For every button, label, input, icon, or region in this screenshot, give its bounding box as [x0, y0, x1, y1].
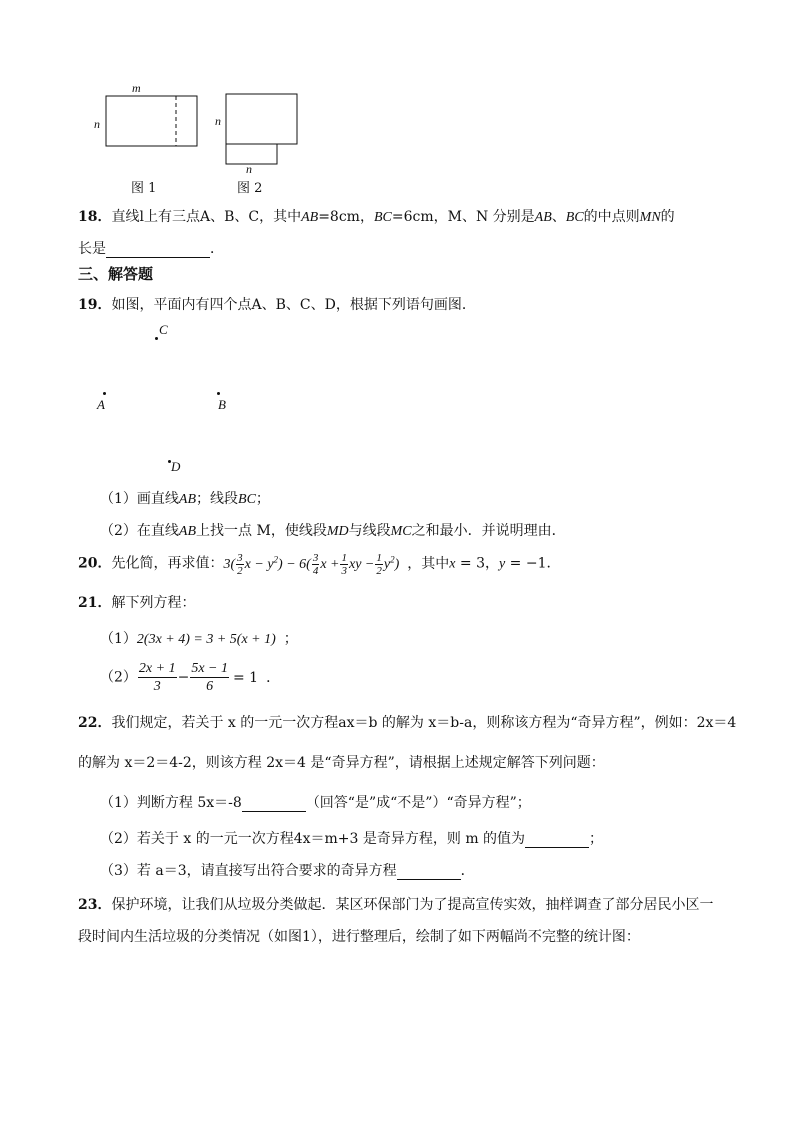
- q22-p1-blank[interactable]: [242, 795, 306, 812]
- q19-part2: [100, 520, 566, 540]
- q21-p2-frac1: [138, 660, 177, 695]
- q22-p2-text-b: ；: [589, 831, 604, 847]
- q22-line1: [78, 712, 736, 732]
- q20-frac2-num: 3: [312, 552, 319, 564]
- q19-p1-bc: BC: [238, 492, 256, 507]
- q22-number: 22．: [78, 715, 112, 731]
- q20-frac1-den: 2: [237, 565, 243, 577]
- q20-x-value: = 3: [455, 555, 486, 572]
- q21-p1-end: ；: [283, 631, 298, 647]
- q22-p2-blank[interactable]: [525, 831, 589, 848]
- fig1-rectangle: [106, 96, 197, 146]
- q22-text-line2: 的解为 x＝2＝4-2，则该方程 2x＝4 是“奇异方程”，请根据上述规定解答下列问题：: [78, 755, 605, 771]
- q20-text: 先化简，再求值：: [111, 555, 224, 572]
- point-b-dot: [217, 392, 220, 395]
- q23-line2: [78, 926, 640, 946]
- q18-bc: BC: [373, 210, 392, 225]
- q18-eq2: =6cm: [391, 209, 434, 225]
- q21-part1: [100, 628, 298, 648]
- q18-answer-blank[interactable]: [106, 241, 210, 258]
- fig2-rectangle: [226, 94, 297, 144]
- q20-text-c: ，: [485, 555, 500, 572]
- q18-text-c: 、: [551, 209, 566, 225]
- q21-p2-rhs: = 1: [233, 669, 259, 686]
- q23-number: 23．: [78, 897, 112, 913]
- q21-p2-frac1-num: 2x + 1: [138, 661, 176, 676]
- q21-p2-label: （2）: [100, 669, 137, 686]
- q19-p2-md: MD: [326, 524, 349, 539]
- q20-frac4-den: 2: [376, 565, 382, 577]
- q18-eq1: =8cm: [318, 209, 360, 225]
- q19-part1: [100, 488, 270, 508]
- q22-part3: [100, 860, 475, 880]
- q20-y: y: [499, 556, 506, 572]
- point-c-label: C: [159, 322, 168, 337]
- q21-p2-end: ．: [266, 669, 281, 686]
- q23-text-line2: 段时间内生活垃圾的分类情况（如图1），进行整理后，绘制了如下两幅尚不完整的统计图：: [78, 929, 640, 945]
- fig2-label-n-left: n: [215, 114, 221, 128]
- q20-e1: 3(: [223, 556, 236, 572]
- q20-frac2: [312, 552, 320, 577]
- fig2-caption: 图 2: [237, 181, 263, 196]
- q22-part2: [100, 828, 603, 848]
- q18-text-b: ，M、N 分别是: [433, 209, 535, 225]
- q19-p1-ab: AB: [178, 492, 197, 507]
- q19-p2-text-b: 上找一点 M，使线段: [196, 523, 327, 539]
- q19-p2-text-d: 之和最小．并说明理由．: [411, 523, 566, 539]
- q23-text-line1: 保护环境，让我们从垃圾分类做起．某区环保部门为了提高宣传实效，抽样调查了部分居民小区一: [111, 897, 714, 913]
- q20-frac3-den: 3: [341, 565, 347, 577]
- q20-e2: x − y: [244, 556, 274, 572]
- q18-ab2: AB: [534, 210, 552, 225]
- point-b-label: B: [218, 397, 226, 412]
- q20-e4: x +: [320, 556, 340, 572]
- q19-p2-mc: MC: [390, 524, 412, 539]
- q20-e3: ) − 6(: [278, 556, 311, 572]
- fig1-caption: 图 1: [131, 181, 157, 196]
- q21-p2-minus: −: [177, 669, 190, 686]
- q20-e6: y: [383, 556, 391, 572]
- q21-p1-equation: 2(3x + 4) = 3 + 5(x + 1): [136, 632, 276, 647]
- q20-text-b: ，其中: [407, 555, 450, 572]
- fig2-small-rectangle: [226, 144, 277, 164]
- q22-text-line1: 我们规定，若关于 x 的一元一次方程ax＝b 的解为 x＝b-a，则称该方程为“奇异方程”，例如：2x＝4: [111, 715, 737, 731]
- q20-e5: xy −: [348, 556, 375, 572]
- q20-y-value: = −1: [505, 555, 547, 572]
- q18-text-e: 的: [660, 209, 675, 225]
- q22-p3-blank[interactable]: [397, 863, 461, 880]
- q19-p1-text-a: （1）画直线: [100, 491, 179, 507]
- q21-number: 21．: [78, 595, 112, 611]
- q21-line1: [78, 592, 195, 612]
- q18-sep: ，: [359, 209, 374, 225]
- q19-p2-text-c: 与线段: [348, 523, 391, 539]
- fig1-label-m: m: [132, 81, 141, 95]
- q18-number: 18．: [78, 209, 112, 225]
- q19-number: 19．: [78, 297, 112, 313]
- q22-p1-text-b: （回答“是”成“不是”）“奇异方程”；: [305, 795, 531, 811]
- q20-number: 20．: [78, 555, 112, 572]
- point-d-label: D: [171, 459, 181, 474]
- q18-text-g: ．: [210, 241, 224, 257]
- section3-title: 三、解答题: [78, 265, 154, 283]
- q20-frac4: [375, 552, 383, 577]
- q19-line1: [78, 294, 476, 314]
- q20-text-d: ．: [546, 555, 561, 572]
- q18-text-d: 的中点则: [583, 209, 640, 225]
- q21-text: 解下列方程：: [111, 595, 196, 611]
- q22-part1: [100, 792, 531, 812]
- figures-diagram: [0, 0, 794, 200]
- q21-p2-frac2-den: 6: [206, 679, 214, 694]
- q23-line1: [78, 894, 713, 914]
- q22-p3-text-b: ．: [460, 863, 475, 879]
- q21-p2-frac1-den: 3: [153, 679, 161, 694]
- q20-line: [78, 552, 561, 577]
- point-a-label: A: [97, 397, 105, 412]
- q20-frac4-num: 1: [376, 552, 382, 564]
- q18-line2: [78, 238, 224, 258]
- q22-line2: [78, 752, 605, 772]
- q22-p3-text-a: （3）若 a＝3，请直接写出符合要求的奇异方程: [100, 863, 397, 879]
- q18-mn: MN: [639, 210, 661, 225]
- q22-p2-text-a: （2）若关于 x 的一元一次方程4x＝m+3 是奇异方程，则 m 的值为: [100, 831, 526, 847]
- q19-text: 如图，平面内有四个点A、B、C、D，根据下列语句画图．: [111, 297, 476, 313]
- q18-ab: AB: [301, 210, 319, 225]
- q20-frac2-den: 4: [312, 565, 319, 577]
- q18-text-a: 直线l上有三点A、B、C，其中: [111, 209, 302, 225]
- q20-x: x: [449, 556, 456, 572]
- q20-frac1-num: 3: [237, 552, 243, 564]
- fig1-label-n: n: [94, 117, 100, 131]
- q19-p1-text-b: ；线段: [196, 491, 239, 507]
- fig2-label-n-bottom: n: [246, 162, 252, 176]
- point-a-dot: [103, 392, 106, 395]
- q20-e7: ): [394, 556, 400, 572]
- q18-line1: [78, 206, 675, 226]
- q20-frac3: [340, 552, 348, 577]
- q21-part2: [100, 660, 280, 695]
- q21-p2-frac2-num: 5x − 1: [191, 661, 228, 676]
- q18-text-f: 长是: [78, 241, 106, 257]
- q19-p2-text-a: （2）在直线: [100, 523, 179, 539]
- q18-bc2: BC: [565, 210, 584, 225]
- q20-e2-sup: 2: [273, 554, 279, 565]
- point-c-dot: [155, 337, 158, 340]
- q19-p1-text-c: ；: [255, 491, 270, 507]
- q21-p2-frac2: [190, 660, 229, 695]
- q20-frac3-num: 1: [341, 552, 347, 564]
- q22-p1-text-a: （1）判断方程 5x＝-8: [100, 795, 242, 811]
- q20-expression: [223, 552, 400, 577]
- q21-p1-label: （1）: [100, 631, 137, 647]
- q20-frac1: [236, 552, 244, 577]
- q19-p2-ab: AB: [178, 524, 197, 539]
- q20-e6-sup: 2: [390, 554, 395, 565]
